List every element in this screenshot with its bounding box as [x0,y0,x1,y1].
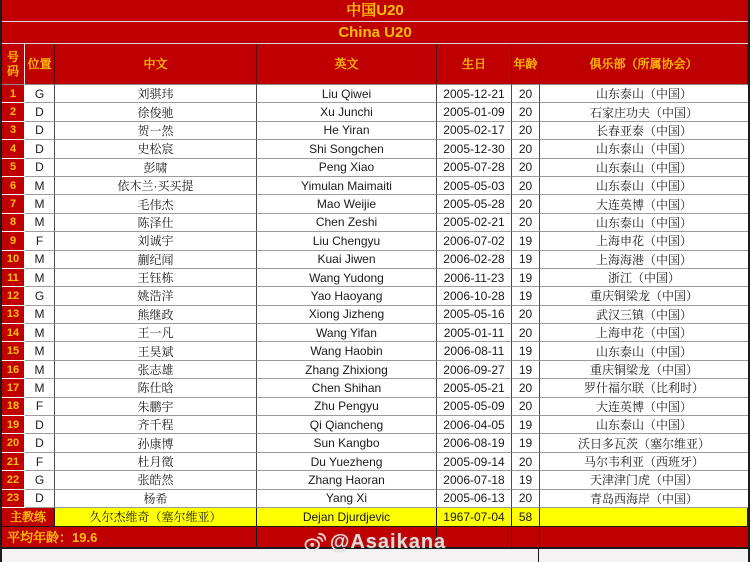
cell-name-cn: 陈泽仕 [55,214,257,232]
coach-name-cn: 久尔杰维奇（塞尔维亚） [55,508,257,527]
cell-age: 19 [512,269,540,287]
col-header-position: 位置 [25,44,55,85]
coach-birthday: 1967-07-04 [437,508,512,527]
cell-position: G [25,287,55,305]
cell-club: 重庆铜梁龙（中国） [540,361,748,379]
cell-number: 12 [2,287,25,305]
cell-birthday: 2006-07-18 [437,471,512,489]
cell-position: M [25,342,55,360]
col-header-number: 号码 [2,44,25,85]
cell-name-en: Yao Haoyang [257,287,437,305]
table-row [2,177,748,195]
cell-name-cn: 贺一然 [55,122,257,140]
coach-age: 58 [512,508,540,527]
cell-birthday: 2005-12-30 [437,140,512,158]
cell-age: 20 [512,490,540,508]
cell-number: 1 [2,85,25,103]
cell-number: 14 [2,324,25,342]
cell-birthday: 2005-05-28 [437,195,512,213]
cell-birthday: 2005-09-14 [437,453,512,471]
cell-number: 20 [2,434,25,452]
col-header-name-en: 英文 [257,44,437,85]
cell-age: 20 [512,85,540,103]
cell-position: M [25,195,55,213]
average-age-empty-cell [257,527,437,547]
cell-number: 9 [2,232,25,250]
table-row [2,416,748,434]
cell-birthday: 2006-04-05 [437,416,512,434]
cell-name-cn: 毛伟杰 [55,195,257,213]
cell-age: 19 [512,434,540,452]
cell-position: M [25,251,55,269]
average-age-row [2,527,748,549]
cell-age: 20 [512,324,540,342]
cell-club: 上海申花（中国） [540,232,748,250]
header-row [2,44,748,85]
coach-label: 主教练 [2,508,55,527]
col-header-club: 俱乐部（所属协会） [540,44,748,85]
cell-age: 19 [512,361,540,379]
cell-name-cn: 王一凡 [55,324,257,342]
cell-age: 20 [512,103,540,121]
cell-number: 23 [2,490,25,508]
cell-birthday: 2005-12-21 [437,85,512,103]
cell-club: 天津津门虎（中国） [540,471,748,489]
table-title-en: China U20 [2,22,748,44]
cell-name-cn: 王钰栋 [55,269,257,287]
coach-club [540,508,748,527]
cell-position: G [25,471,55,489]
table-row [2,324,748,342]
cell-birthday: 2006-11-23 [437,269,512,287]
cell-birthday: 2006-08-19 [437,434,512,452]
table-row [2,232,748,250]
cell-position: F [25,453,55,471]
cell-name-en: Yang Xi [257,490,437,508]
cell-number: 6 [2,177,25,195]
cell-position: D [25,122,55,140]
cell-club: 重庆铜梁龙（中国） [540,287,748,305]
cell-club: 石家庄功夫（中国） [540,103,748,121]
cell-name-cn: 依木兰·买买提 [55,177,257,195]
cell-name-cn: 张皓然 [55,471,257,489]
coach-row [2,508,748,527]
cell-club: 武汉三镇（中国） [540,306,748,324]
cell-position: G [25,85,55,103]
cell-name-en: Peng Xiao [257,159,437,177]
cell-club: 山东泰山（中国） [540,342,748,360]
cell-club: 长春亚泰（中国） [540,122,748,140]
cell-age: 20 [512,379,540,397]
cell-number: 8 [2,214,25,232]
cell-club: 罗什福尔联（比利时） [540,379,748,397]
cell-age: 19 [512,416,540,434]
cell-position: M [25,177,55,195]
cell-birthday: 2005-02-17 [437,122,512,140]
cell-club: 上海海港（中国） [540,251,748,269]
cell-birthday: 2005-01-11 [437,324,512,342]
cell-name-cn: 杨希 [55,490,257,508]
cell-club: 山东泰山（中国） [540,140,748,158]
cell-number: 11 [2,269,25,287]
cell-name-en: Xu Junchi [257,103,437,121]
cell-club: 山东泰山（中国） [540,416,748,434]
table-row [2,398,748,416]
cell-position: D [25,434,55,452]
cell-name-en: Qi Qiancheng [257,416,437,434]
cell-birthday: 2005-01-09 [437,103,512,121]
cell-number: 22 [2,471,25,489]
cell-birthday: 2005-05-21 [437,379,512,397]
cell-number: 18 [2,398,25,416]
cell-number: 3 [2,122,25,140]
cell-position: M [25,361,55,379]
cell-name-cn: 杜月徵 [55,453,257,471]
cell-birthday: 2005-05-03 [437,177,512,195]
cell-birthday: 2005-05-16 [437,306,512,324]
cell-position: D [25,490,55,508]
cell-club: 马尔韦利亚（西班牙） [540,453,748,471]
cell-position: D [25,159,55,177]
cell-position: M [25,269,55,287]
cell-name-cn: 熊继政 [55,306,257,324]
average-age-empty-cell [437,527,512,547]
cell-name-cn: 朱鹏宇 [55,398,257,416]
cell-name-cn: 彭啸 [55,159,257,177]
player-rows [2,85,748,508]
cell-age: 19 [512,287,540,305]
cell-birthday: 2005-02-21 [437,214,512,232]
cell-number: 7 [2,195,25,213]
cell-number: 16 [2,361,25,379]
cell-number: 4 [2,140,25,158]
cell-club: 山东泰山（中国） [540,85,748,103]
cell-birthday: 2006-02-28 [437,251,512,269]
table-row [2,214,748,232]
cell-name-cn: 王昊斌 [55,342,257,360]
cell-birthday: 2006-08-11 [437,342,512,360]
cell-position: F [25,398,55,416]
cell-number: 15 [2,342,25,360]
table-row [2,287,748,305]
cell-name-cn: 刘骐玮 [55,85,257,103]
table-row [2,103,748,121]
cell-position: M [25,214,55,232]
table-row [2,269,748,287]
cell-position: F [25,232,55,250]
cell-name-en: Liu Qiwei [257,85,437,103]
cell-age: 20 [512,140,540,158]
cell-club: 浙江（中国） [540,269,748,287]
cell-name-cn: 孙康博 [55,434,257,452]
table-title-cn: 中国U20 [2,0,748,22]
cell-club: 青岛西海岸（中国） [540,490,748,508]
cell-position: D [25,416,55,434]
cell-club: 山东泰山（中国） [540,159,748,177]
cell-number: 5 [2,159,25,177]
cell-position: D [25,140,55,158]
cell-name-en: He Yiran [257,122,437,140]
cell-age: 20 [512,195,540,213]
cell-name-cn: 刘诚宇 [55,232,257,250]
table-row [2,122,748,140]
cell-name-en: Mao Weijie [257,195,437,213]
table-row [2,453,748,471]
cell-name-cn: 徐俊驰 [55,103,257,121]
cell-name-en: Wang Haobin [257,342,437,360]
cell-name-en: Yimulan Maimaiti [257,177,437,195]
cell-name-cn: 蒯纪闻 [55,251,257,269]
average-age-empty-cell [512,527,540,547]
cell-name-en: Wang Yudong [257,269,437,287]
table-row [2,140,748,158]
cell-number: 2 [2,103,25,121]
cell-name-cn: 姚浩洋 [55,287,257,305]
cell-age: 20 [512,159,540,177]
cell-number: 21 [2,453,25,471]
cell-club: 山东泰山（中国） [540,177,748,195]
cell-age: 19 [512,232,540,250]
cell-number: 17 [2,379,25,397]
cell-position: M [25,379,55,397]
col-header-age: 年龄 [512,44,540,85]
cell-birthday: 2006-10-28 [437,287,512,305]
cell-club: 大连英博（中国） [540,195,748,213]
coach-name-en: Dejan Djurdjevic [257,508,437,527]
cell-number: 13 [2,306,25,324]
average-age-empty-cell [540,527,748,547]
cell-name-en: Chen Shihan [257,379,437,397]
cell-birthday: 2006-09-27 [437,361,512,379]
table-row [2,379,748,397]
cell-name-en: Shi Songchen [257,140,437,158]
cell-name-en: Zhang Haoran [257,471,437,489]
table-row [2,195,748,213]
cell-age: 20 [512,306,540,324]
table-row [2,490,748,508]
cell-age: 20 [512,398,540,416]
cell-birthday: 2006-07-02 [437,232,512,250]
table-row [2,85,748,103]
cell-club: 上海申花（中国） [540,324,748,342]
cell-birthday: 2005-07-28 [437,159,512,177]
col-header-birthday: 生日 [437,44,512,85]
cell-age: 20 [512,453,540,471]
average-age-label: 平均年龄：19.6 [7,530,98,546]
cell-number: 19 [2,416,25,434]
cell-name-en: Xiong Jizheng [257,306,437,324]
cell-name-en: Kuai Jiwen [257,251,437,269]
table-row [2,306,748,324]
cell-name-en: Sun Kangbo [257,434,437,452]
cell-name-cn: 张志雄 [55,361,257,379]
cell-name-cn: 齐千程 [55,416,257,434]
cell-age: 20 [512,122,540,140]
cell-name-en: Zhu Pengyu [257,398,437,416]
bottom-strip [2,549,748,562]
cell-name-en: Wang Yifan [257,324,437,342]
cell-club: 大连英博（中国） [540,398,748,416]
cell-age: 20 [512,177,540,195]
cell-name-cn: 史松宸 [55,140,257,158]
table-row [2,159,748,177]
cell-number: 10 [2,251,25,269]
cell-name-en: Du Yuezheng [257,453,437,471]
cell-club: 沃日多瓦茨（塞尔维亚） [540,434,748,452]
cell-name-en: Liu Chengyu [257,232,437,250]
cell-age: 20 [512,214,540,232]
cell-age: 19 [512,471,540,489]
table-border-fragment [538,549,539,562]
table-row [2,361,748,379]
cell-name-en: Zhang Zhixiong [257,361,437,379]
cell-position: M [25,324,55,342]
cell-position: D [25,103,55,121]
table-row [2,251,748,269]
watermark-handle: @Asaikana [329,531,447,553]
cell-club: 山东泰山（中国） [540,214,748,232]
cell-position: M [25,306,55,324]
cell-name-cn: 陈仕晗 [55,379,257,397]
col-header-name-cn: 中文 [55,44,257,85]
table-row [2,342,748,360]
cell-birthday: 2005-06-13 [437,490,512,508]
cell-age: 19 [512,342,540,360]
table-row [2,471,748,489]
cell-birthday: 2005-05-09 [437,398,512,416]
cell-age: 19 [512,251,540,269]
cell-name-en: Chen Zeshi [257,214,437,232]
table-row [2,434,748,452]
